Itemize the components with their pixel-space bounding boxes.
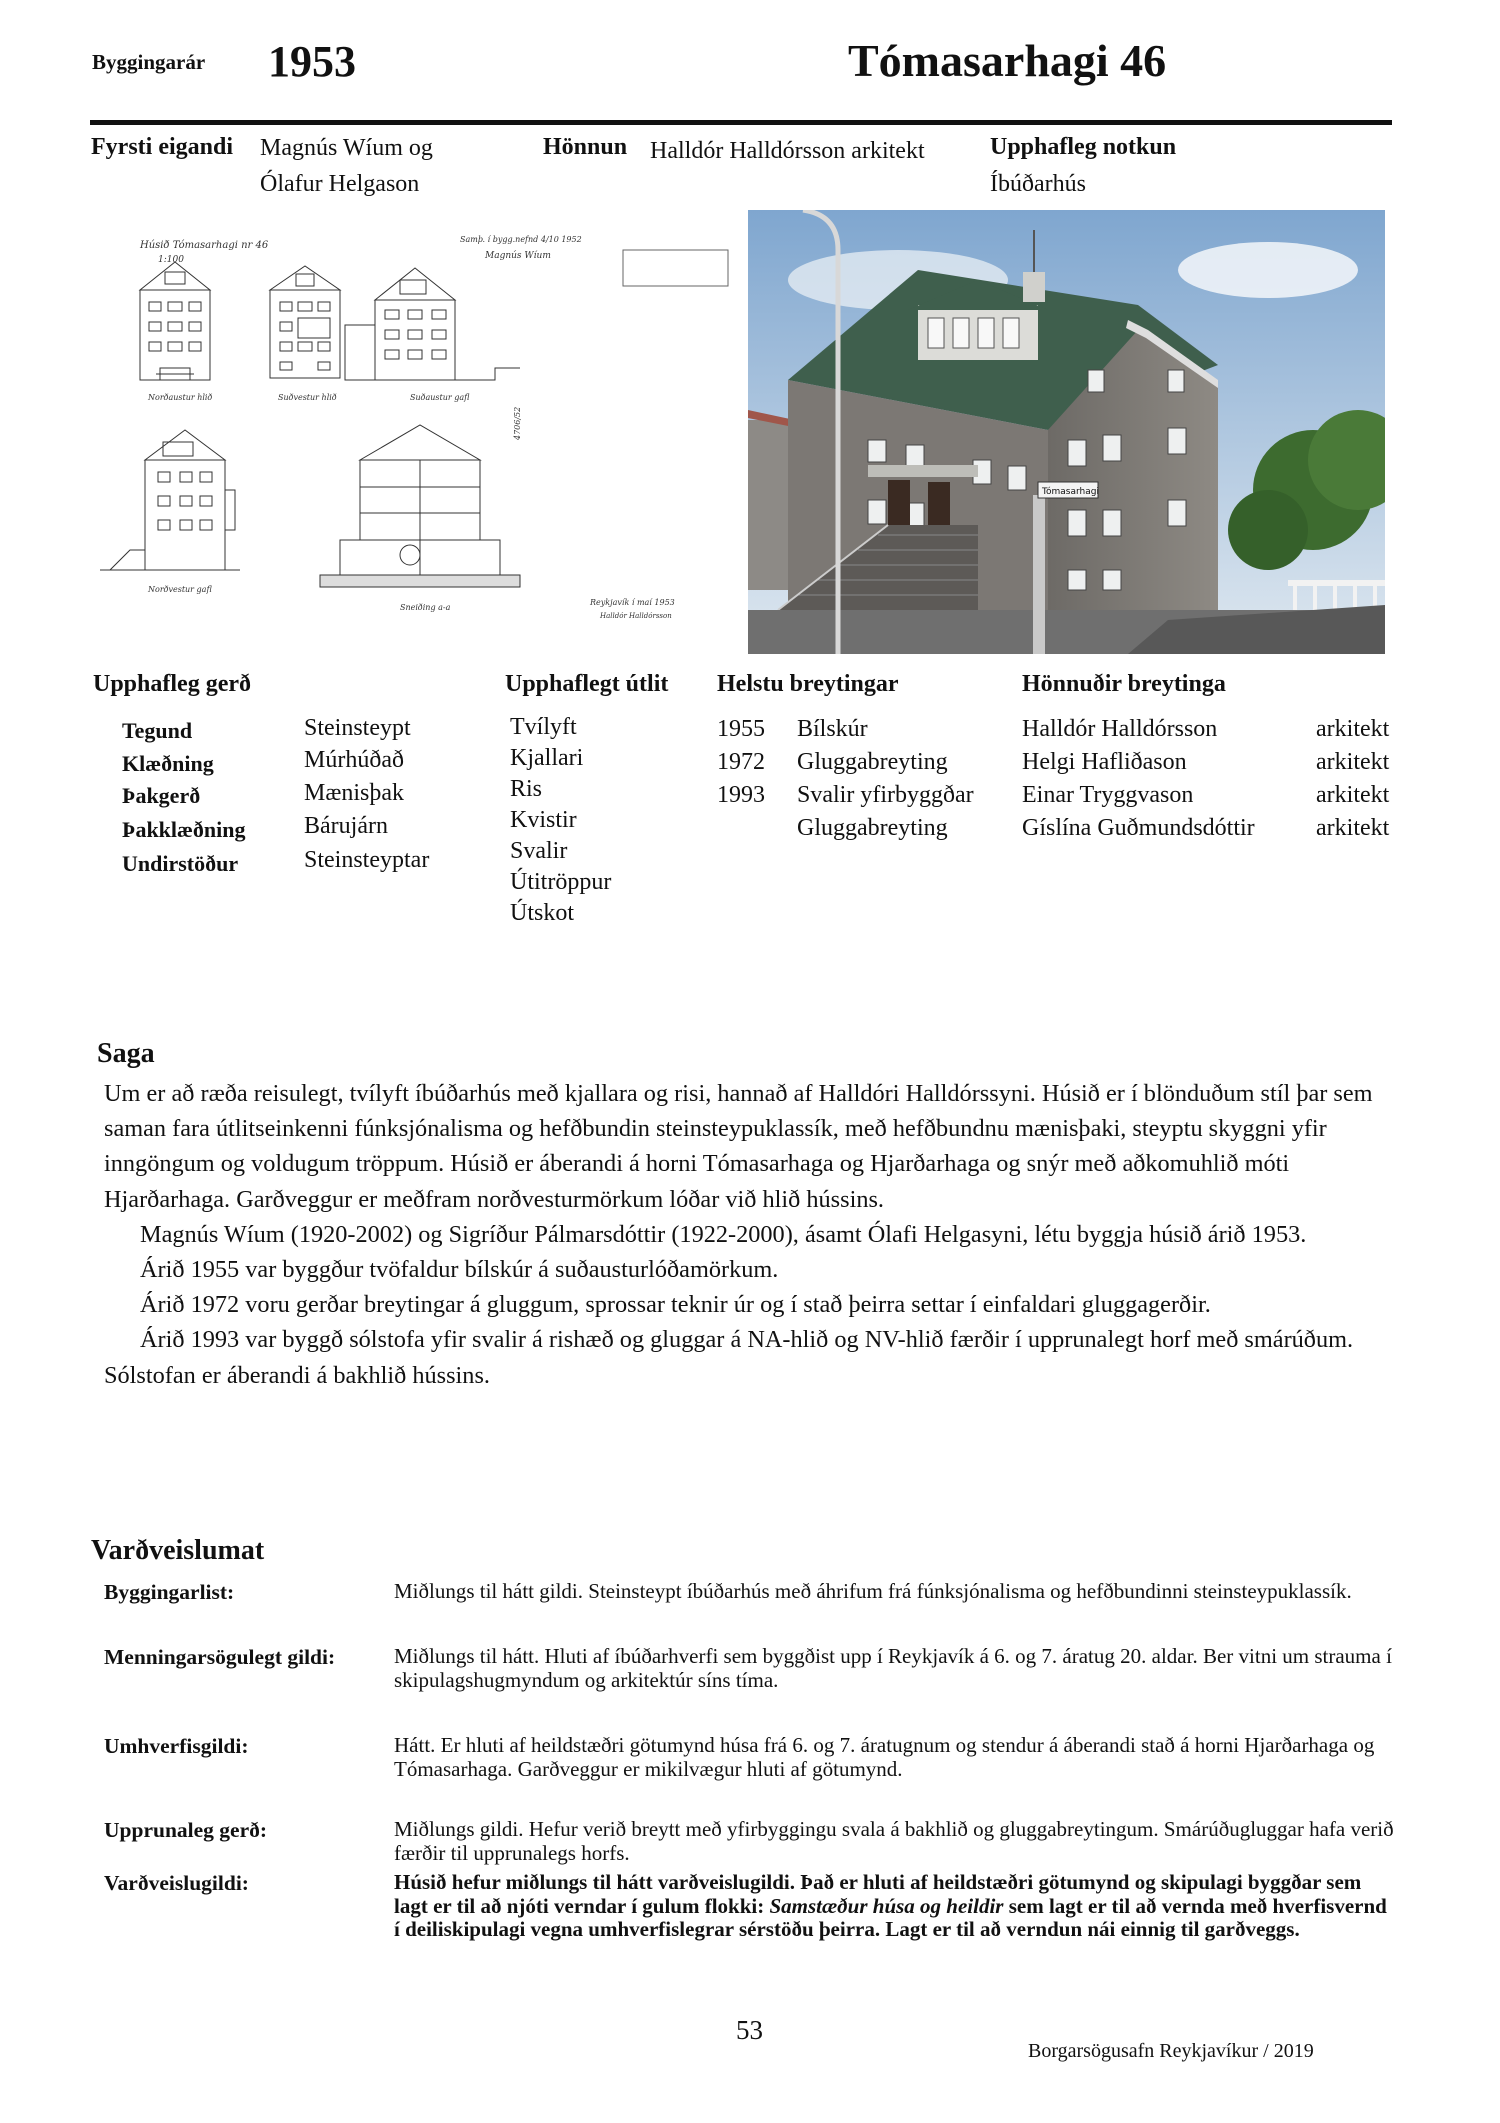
change-text: Bílskúr xyxy=(797,716,868,742)
preservation-text xyxy=(394,1871,1394,1942)
drawing-place-date: Reykjavík í maí 1953 xyxy=(590,598,675,607)
saga-paragraph: Árið 1993 var byggð sólstofa yfir svalir á rishæð og gluggar á NA-hlið og NV-hlið færðir í upprunalegt horf með smárúðum. Sólstofan er áberandi á bakhlið hússins. xyxy=(104,1326,1354,1389)
preservation-label: Varðveislugildi: xyxy=(104,1871,249,1895)
change-designer-role: arkitekt xyxy=(1316,749,1390,775)
architectural-drawings xyxy=(100,210,730,642)
original-form-text: Miðlungs gildi. Hefur verið breytt með yfirbyggingu svala á bakhlið og gluggabreytingum. Smárúðugluggar hafa verið færðir til upprunalegs horfs. xyxy=(394,1817,1394,1865)
saga-heading: Saga xyxy=(97,1038,155,1069)
look-item: Útitröppur xyxy=(510,869,612,895)
drawing-scale: 1:100 xyxy=(158,255,184,265)
prop-value-cladding: Múrhúðað xyxy=(304,747,404,773)
prop-value-roof-type: Mænisþak xyxy=(304,780,405,806)
change-designer-name: Einar Tryggvason xyxy=(1022,782,1194,808)
prop-label-foundation: Undirstöður xyxy=(122,851,239,876)
saga-paragraph: Um er að ræða reisulegt, tvílyft íbúðarhús með kjallara og risi, hannað af Halldóri Halldórssyni. Húsið er í blönduðum stíl þar sem saman fara útlitseinkenni fúnksjónalisma og hefðbundin steinsteypuklassík, með hefðbundnu mænisþaki, steyptu skyggni yfir inngöngum og voldugum tröppum. Húsið er áberandi á horni Tómasarhaga og Hjarðarhaga og snýr með aðkomuhlið móti Hjarðarhaga. Garðveggur er meðfram norðvesturmörkum lóðar við hlið hússins. xyxy=(104,1080,1373,1213)
caption-northwest: Norðvestur gafl xyxy=(148,585,212,594)
assessment-heading: Varðveislumat xyxy=(91,1535,265,1566)
architecture-label: Byggingarlist: xyxy=(104,1580,235,1604)
saga-paragraph: Magnús Wíum (1920-2002) og Sigríður Pálmarsdóttir (1922-2000), ásamt Ólafi Helgasyni, létu byggja húsið árið 1953. xyxy=(140,1220,1307,1248)
preservation-emphasis: Samstæður húsa og heildir xyxy=(769,1893,1004,1918)
change-text: Gluggabreyting xyxy=(797,749,948,775)
architecture-text: Miðlungs til hátt gildi. Steinsteypt íbúðarhús með áhrifum frá fúnksjónalisma og hefðbundinni steinsteypuklassík. xyxy=(394,1579,1352,1603)
change-designers-heading: Hönnuðir breytinga xyxy=(1022,671,1226,697)
look-item: Svalir xyxy=(510,838,568,864)
prop-label-type: Tegund xyxy=(122,718,193,743)
change-year: 1955 xyxy=(717,716,765,742)
change-designer-name: Gíslína Guðmundsdóttir xyxy=(1022,815,1255,841)
change-text: Svalir yfirbyggðar xyxy=(797,782,974,808)
preservation-text-part: sem lagt er til að vernda með hverfisvernd í deiliskipulagi vegna umhverfislegrar sérstöðu þeirra. Lagt er til að verndun nái einnig til garðveggs. xyxy=(394,1893,1387,1941)
change-designer-role: arkitekt xyxy=(1316,815,1390,841)
change-designer-name: Helgi Hafliðason xyxy=(1022,749,1187,775)
cultural-text: Miðlungs til hátt. Hluti af íbúðarhverfi sem byggðist upp í Reykjavík á 6. og 7. áratug 20. aldar. Ber vitni um strauma í skipulagshugmyndum og arkitektúr síns tíma. xyxy=(394,1644,1392,1692)
use-value: Íbúðarhús xyxy=(990,171,1086,197)
owner-line-1: Magnús Wíum og xyxy=(260,135,433,161)
owner-label: Fyrsti eigandi xyxy=(91,134,233,160)
change-designer-role: arkitekt xyxy=(1316,716,1390,742)
header-divider xyxy=(90,120,1392,125)
changes-heading: Helstu breytingar xyxy=(717,671,899,697)
preservation-text-part: Húsið hefur miðlungs til hátt varðveislugildi. Það er hluti af heildstæðri götumynd og skipulagi byggðar sem lagt er til að njóti verndar í gulum flokki: xyxy=(394,1870,1362,1918)
look-item: Kvistir xyxy=(510,807,577,833)
look-item: Útskot xyxy=(510,900,575,926)
change-text: Gluggabreyting xyxy=(797,815,948,841)
original-look-heading: Upphaflegt útlit xyxy=(505,671,669,697)
look-item: Tvílyft xyxy=(510,714,577,740)
drawing-signature: Magnús Wíum xyxy=(485,251,551,261)
drawing-margin-note: 4706/52 xyxy=(513,406,522,440)
caption-southwest: Suðvestur hlið xyxy=(278,393,337,402)
owner-line-2: Ólafur Helgason xyxy=(260,171,420,197)
caption-southeast: Suðaustur gafl xyxy=(410,393,470,402)
caption-northeast: Norðaustur hlið xyxy=(148,393,213,402)
design-label: Hönnun xyxy=(543,134,628,160)
change-year: 1972 xyxy=(717,749,765,775)
page-title: Tómasarhagi 46 xyxy=(848,35,1167,86)
page-number: 53 xyxy=(736,2015,763,2045)
prop-label-roof-type: Þakgerð xyxy=(122,783,201,808)
look-item: Kjallari xyxy=(510,745,584,771)
building-photo xyxy=(748,210,1385,654)
original-form-label: Upprunaleg gerð: xyxy=(104,1818,268,1842)
use-label: Upphafleg notkun xyxy=(990,134,1177,160)
prop-value-foundation: Steinsteyptar xyxy=(304,847,430,873)
saga-paragraph: Árið 1955 var byggður tvöfaldur bílskúr á suðausturlóðamörkum. xyxy=(140,1256,779,1284)
drawing-architect-sign: Halldór Halldórsson xyxy=(600,612,672,620)
original-form-heading: Upphafleg gerð xyxy=(93,671,251,697)
drawing-approval: Samþ. í bygg.nefnd 4/10 1952 xyxy=(460,235,582,244)
cultural-label: Menningarsögulegt gildi: xyxy=(104,1645,336,1669)
year-value: 1953 xyxy=(268,37,356,86)
change-designer-role: arkitekt xyxy=(1316,782,1390,808)
saga-body xyxy=(104,1076,1394,1393)
environment-text: Hátt. Er hluti af heildstæðri götumynd húsa frá 6. og 7. áratugnum og stendur á áberandi stað á horni Hjarðarhaga og Tómasarhaga. Garðveggur er mikilvægur hluti af götumynd. xyxy=(394,1733,1375,1781)
year-label: Byggingarár xyxy=(92,50,206,74)
prop-value-type: Steinsteypt xyxy=(304,715,411,741)
change-designer-name: Halldór Halldórsson xyxy=(1022,716,1218,742)
designer-name: Halldór Halldórsson arkitekt xyxy=(650,138,925,164)
caption-section: Sneiðing a-a xyxy=(400,603,451,612)
prop-label-roof-cladding: Þakklæðning xyxy=(122,817,246,842)
drawing-title: Húsið Tómasarhagi nr 46 xyxy=(140,240,269,251)
footer-credit: Borgarsögusafn Reykjavíkur / 2019 xyxy=(1028,2040,1314,2062)
change-year: 1993 xyxy=(717,782,765,808)
prop-value-roof-cladding: Bárujárn xyxy=(304,813,388,839)
saga-paragraph: Árið 1972 voru gerðar breytingar á gluggum, sprossar teknir úr og í stað þeirra settar í einfaldari gluggagerðir. xyxy=(140,1291,1211,1319)
prop-label-cladding: Klæðning xyxy=(122,751,214,776)
look-item: Ris xyxy=(510,776,543,802)
street-sign-label: Tómasarhagi xyxy=(1042,487,1099,497)
environment-label: Umhverfisgildi: xyxy=(104,1734,249,1758)
